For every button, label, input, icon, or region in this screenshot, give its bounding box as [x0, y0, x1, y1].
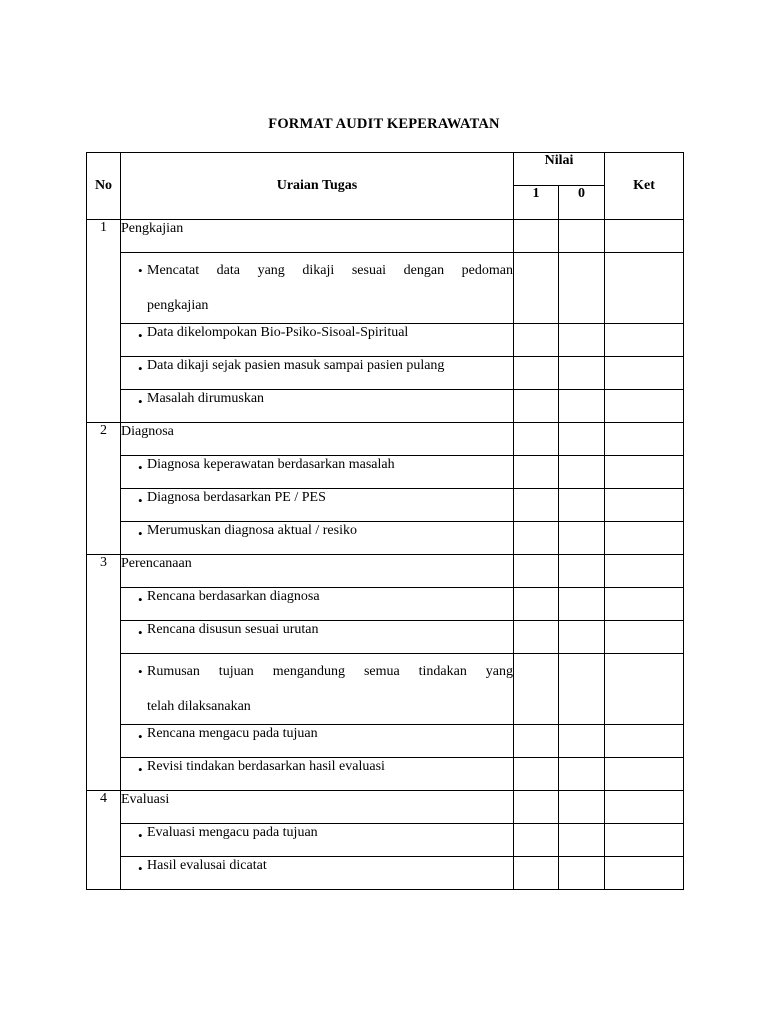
nilai-1-cell[interactable]: [514, 555, 559, 588]
nilai-1-cell[interactable]: [514, 220, 559, 253]
nilai-1-cell[interactable]: [514, 654, 559, 725]
ket-cell[interactable]: [605, 324, 684, 357]
task-item: • Mencatat data yang dikaji sesuai dengan pedoman pengkajian: [121, 253, 514, 324]
bullet-icon: •: [138, 263, 143, 278]
bullet-icon: •: [138, 328, 143, 343]
task-item: • Data dikaji sejak pasien masuk sampai pasien pulang: [121, 357, 514, 390]
nilai-1-cell[interactable]: [514, 489, 559, 522]
table-row: [87, 324, 684, 357]
header-nilai-0: 0: [559, 186, 605, 220]
ket-cell[interactable]: [605, 357, 684, 390]
nilai-0-cell[interactable]: [559, 522, 605, 555]
header-uraian-tugas: Uraian Tugas: [121, 153, 514, 220]
table-row: [87, 220, 684, 253]
bullet-icon: •: [138, 729, 143, 744]
nilai-0-cell[interactable]: [559, 220, 605, 253]
ket-cell[interactable]: [605, 621, 684, 654]
nilai-0-cell[interactable]: [559, 857, 605, 890]
ket-cell[interactable]: [605, 654, 684, 725]
nilai-0-cell[interactable]: [559, 588, 605, 621]
header-nilai: Nilai: [514, 153, 605, 186]
nilai-0-cell[interactable]: [559, 824, 605, 857]
nilai-0-cell[interactable]: [559, 654, 605, 725]
nilai-1-cell[interactable]: [514, 588, 559, 621]
task-item: • Merumuskan diagnosa aktual / resiko: [121, 522, 514, 555]
bullet-icon: •: [138, 361, 143, 376]
nilai-0-cell[interactable]: [559, 324, 605, 357]
header-nilai-1: 1: [514, 186, 559, 220]
nilai-0-cell[interactable]: [559, 555, 605, 588]
task-item: • Rencana disusun sesuai urutan: [121, 621, 514, 654]
nilai-0-cell[interactable]: [559, 456, 605, 489]
table-row: [87, 791, 684, 824]
nilai-1-cell[interactable]: [514, 824, 559, 857]
bullet-icon: •: [138, 664, 143, 679]
bullet-icon: •: [138, 625, 143, 640]
ket-cell[interactable]: [605, 423, 684, 456]
nilai-1-cell[interactable]: [514, 253, 559, 324]
section-title: Evaluasi: [121, 791, 514, 824]
nilai-0-cell[interactable]: [559, 489, 605, 522]
nilai-1-cell[interactable]: [514, 791, 559, 824]
ket-cell[interactable]: [605, 791, 684, 824]
header-ket: Ket: [605, 153, 684, 220]
bullet-icon: •: [138, 460, 143, 475]
nilai-1-cell[interactable]: [514, 522, 559, 555]
table-row: [87, 725, 684, 758]
nilai-1-cell[interactable]: [514, 456, 559, 489]
header-no: No: [87, 153, 121, 220]
table-row: [87, 621, 684, 654]
table-row: [87, 357, 684, 390]
table-row: [87, 588, 684, 621]
nilai-1-cell[interactable]: [514, 621, 559, 654]
section-number: 2: [87, 423, 121, 555]
ket-cell[interactable]: [605, 824, 684, 857]
bullet-icon: •: [138, 592, 143, 607]
ket-cell[interactable]: [605, 220, 684, 253]
table-row: [87, 857, 684, 890]
nilai-1-cell[interactable]: [514, 390, 559, 423]
nilai-1-cell[interactable]: [514, 725, 559, 758]
bullet-icon: •: [138, 762, 143, 777]
nilai-0-cell[interactable]: [559, 357, 605, 390]
nilai-0-cell[interactable]: [559, 253, 605, 324]
task-item: • Diagnosa keperawatan berdasarkan masalah: [121, 456, 514, 489]
task-item: • Revisi tindakan berdasarkan hasil evaluasi: [121, 758, 514, 791]
table-row: [87, 390, 684, 423]
nilai-1-cell[interactable]: [514, 357, 559, 390]
ket-cell[interactable]: [605, 857, 684, 890]
task-item: • Diagnosa berdasarkan PE / PES: [121, 489, 514, 522]
table-row: [87, 253, 684, 324]
bullet-icon: •: [138, 861, 143, 876]
table-row: [87, 654, 684, 725]
nilai-0-cell[interactable]: [559, 725, 605, 758]
task-item: • Masalah dirumuskan: [121, 390, 514, 423]
bullet-icon: •: [138, 526, 143, 541]
task-item: • Rumusan tujuan mengandung semua tindakan yang telah dilaksanakan: [121, 654, 514, 725]
bullet-icon: •: [138, 394, 143, 409]
section-title: Perencanaan: [121, 555, 514, 588]
table-row: [87, 824, 684, 857]
nilai-1-cell[interactable]: [514, 758, 559, 791]
nilai-0-cell[interactable]: [559, 758, 605, 791]
bullet-icon: •: [138, 828, 143, 843]
section-number: 4: [87, 791, 121, 890]
table-row: [87, 758, 684, 791]
nilai-0-cell[interactable]: [559, 621, 605, 654]
nilai-1-cell[interactable]: [514, 324, 559, 357]
document-title: FORMAT AUDIT KEPERAWATAN: [268, 116, 500, 132]
table-row: [87, 423, 684, 456]
ket-cell[interactable]: [605, 758, 684, 791]
table-row: [87, 555, 684, 588]
ket-cell[interactable]: [605, 456, 684, 489]
nilai-0-cell[interactable]: [559, 390, 605, 423]
task-item: • Hasil evalusai dicatat: [121, 857, 514, 890]
nilai-0-cell[interactable]: [559, 423, 605, 456]
table-row: [87, 489, 684, 522]
ket-cell[interactable]: [605, 390, 684, 423]
section-number: 3: [87, 555, 121, 791]
ket-cell[interactable]: [605, 588, 684, 621]
nilai-1-cell[interactable]: [514, 423, 559, 456]
nilai-0-cell[interactable]: [559, 791, 605, 824]
ket-cell[interactable]: [605, 555, 684, 588]
ket-cell[interactable]: [605, 489, 684, 522]
section-title: Pengkajian: [121, 220, 514, 253]
nilai-1-cell[interactable]: [514, 857, 559, 890]
bullet-icon: •: [138, 493, 143, 508]
ket-cell[interactable]: [605, 725, 684, 758]
section-title: Diagnosa: [121, 423, 514, 456]
task-item: • Rencana mengacu pada tujuan: [121, 725, 514, 758]
table-row: [87, 456, 684, 489]
table-row: [87, 522, 684, 555]
task-item: • Rencana berdasarkan diagnosa: [121, 588, 514, 621]
audit-table: [86, 152, 684, 890]
section-number: 1: [87, 220, 121, 423]
ket-cell[interactable]: [605, 522, 684, 555]
task-item: • Data dikelompokan Bio-Psiko-Sisoal-Spiritual: [121, 324, 514, 357]
task-item: • Evaluasi mengacu pada tujuan: [121, 824, 514, 857]
ket-cell[interactable]: [605, 253, 684, 324]
